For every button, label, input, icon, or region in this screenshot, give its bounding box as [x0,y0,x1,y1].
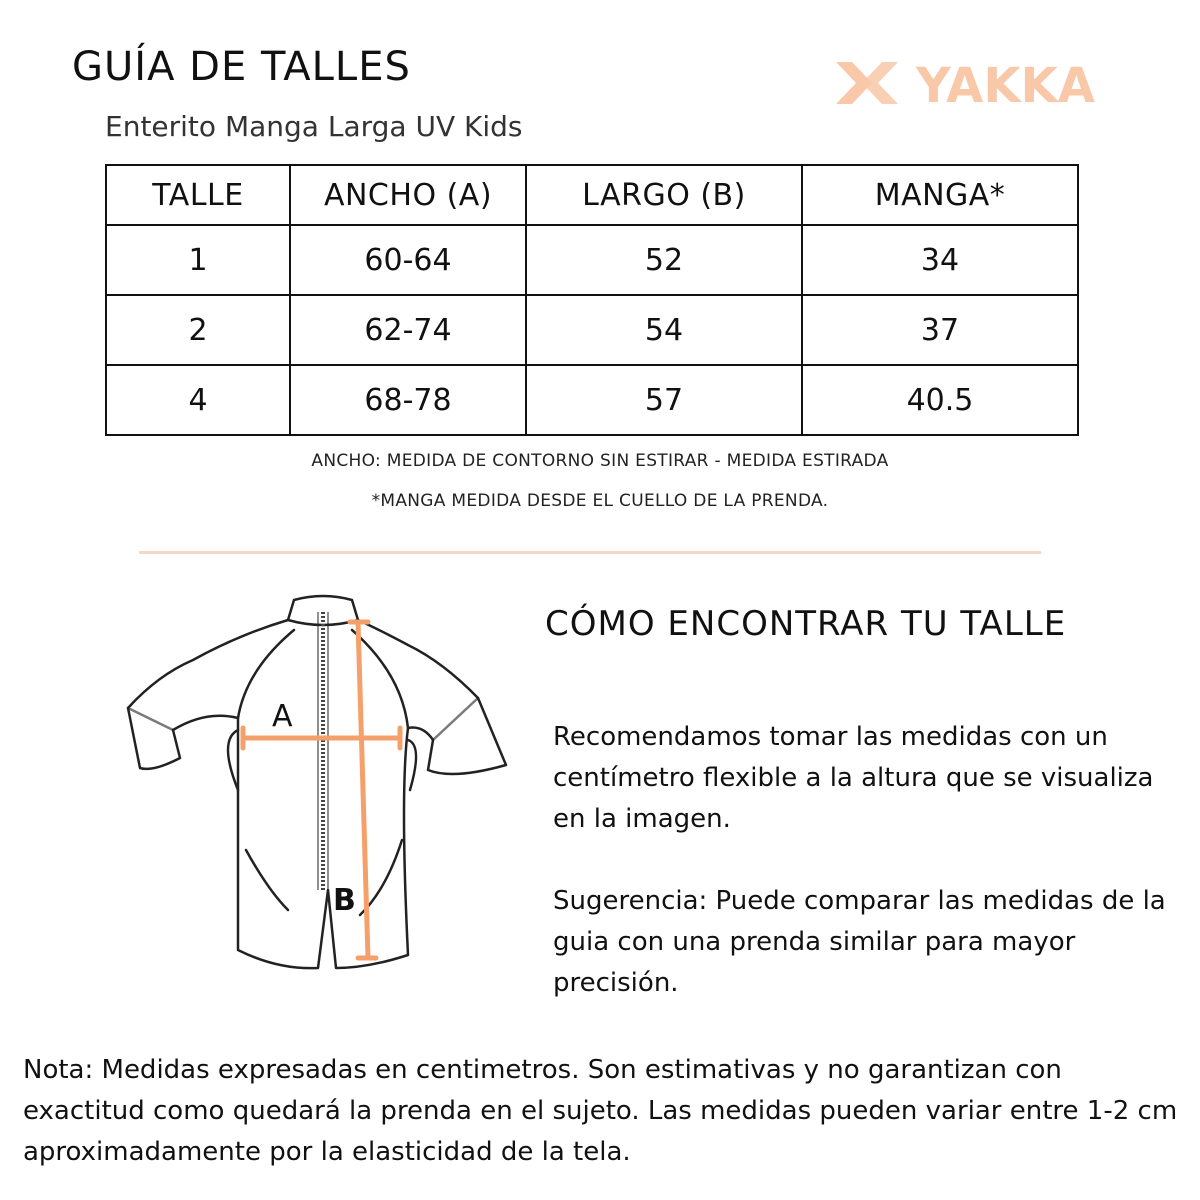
header-talle: TALLE [106,165,290,225]
cell-largo: 52 [526,225,802,295]
ancho-note: ANCHO: MEDIDA DE CONTORNO SIN ESTIRAR - MEDIDA ESTIRADA [311,451,889,471]
page-title: GUÍA DE TALLES [72,44,411,90]
logo-text: YAKKA [916,58,1095,108]
table-row [106,225,1078,295]
zipper-icon [318,612,328,890]
how-to-paragraph-2: Sugerencia: Puede comparar las medidas de la guia con una prenda similar para mayor precisión. [553,886,1166,998]
yakka-logo [836,58,1136,108]
cell-ancho: 60-64 [290,225,526,295]
cell-ancho: 68-78 [290,365,526,435]
footer-note: Nota: Medidas expresadas en centimetros. Son estimativas y no garantizan con exactitud como quedará la prenda en el sujeto. Las medidas pueden variar entre 1-2 cm aproximadamente por la elasticidad de la tela. [23,1055,1178,1167]
table-header-row [106,165,1078,225]
header-manga: MANGA* [802,165,1078,225]
how-to-paragraph-1: Recomendamos tomar las medidas con un centímetro flexible a la altura que se visualiza en la imagen. [553,722,1154,834]
table-row [106,295,1078,365]
how-to-title: CÓMO ENCONTRAR TU TALLE [545,604,1067,644]
cell-manga: 37 [802,295,1078,365]
table-row [106,365,1078,435]
label-b: B [333,883,356,918]
section-divider [139,551,1041,554]
label-a: A [272,699,293,734]
cell-talle: 4 [106,365,290,435]
product-subtitle: Enterito Manga Larga UV Kids [105,110,523,143]
cell-manga: 34 [802,225,1078,295]
cell-manga: 40.5 [802,365,1078,435]
cell-largo: 54 [526,295,802,365]
suit-outline-icon [128,596,506,968]
header-largo: LARGO (B) [526,165,802,225]
cell-ancho: 62-74 [290,295,526,365]
header-ancho: ANCHO (A) [290,165,526,225]
garment-diagram [118,590,518,980]
manga-note: *MANGA MEDIDA DESDE EL CUELLO DE LA PRENDA. [371,491,829,511]
cell-talle: 1 [106,225,290,295]
cell-talle: 2 [106,295,290,365]
size-table [105,164,1079,436]
length-measure-line [358,622,368,958]
cell-largo: 57 [526,365,802,435]
